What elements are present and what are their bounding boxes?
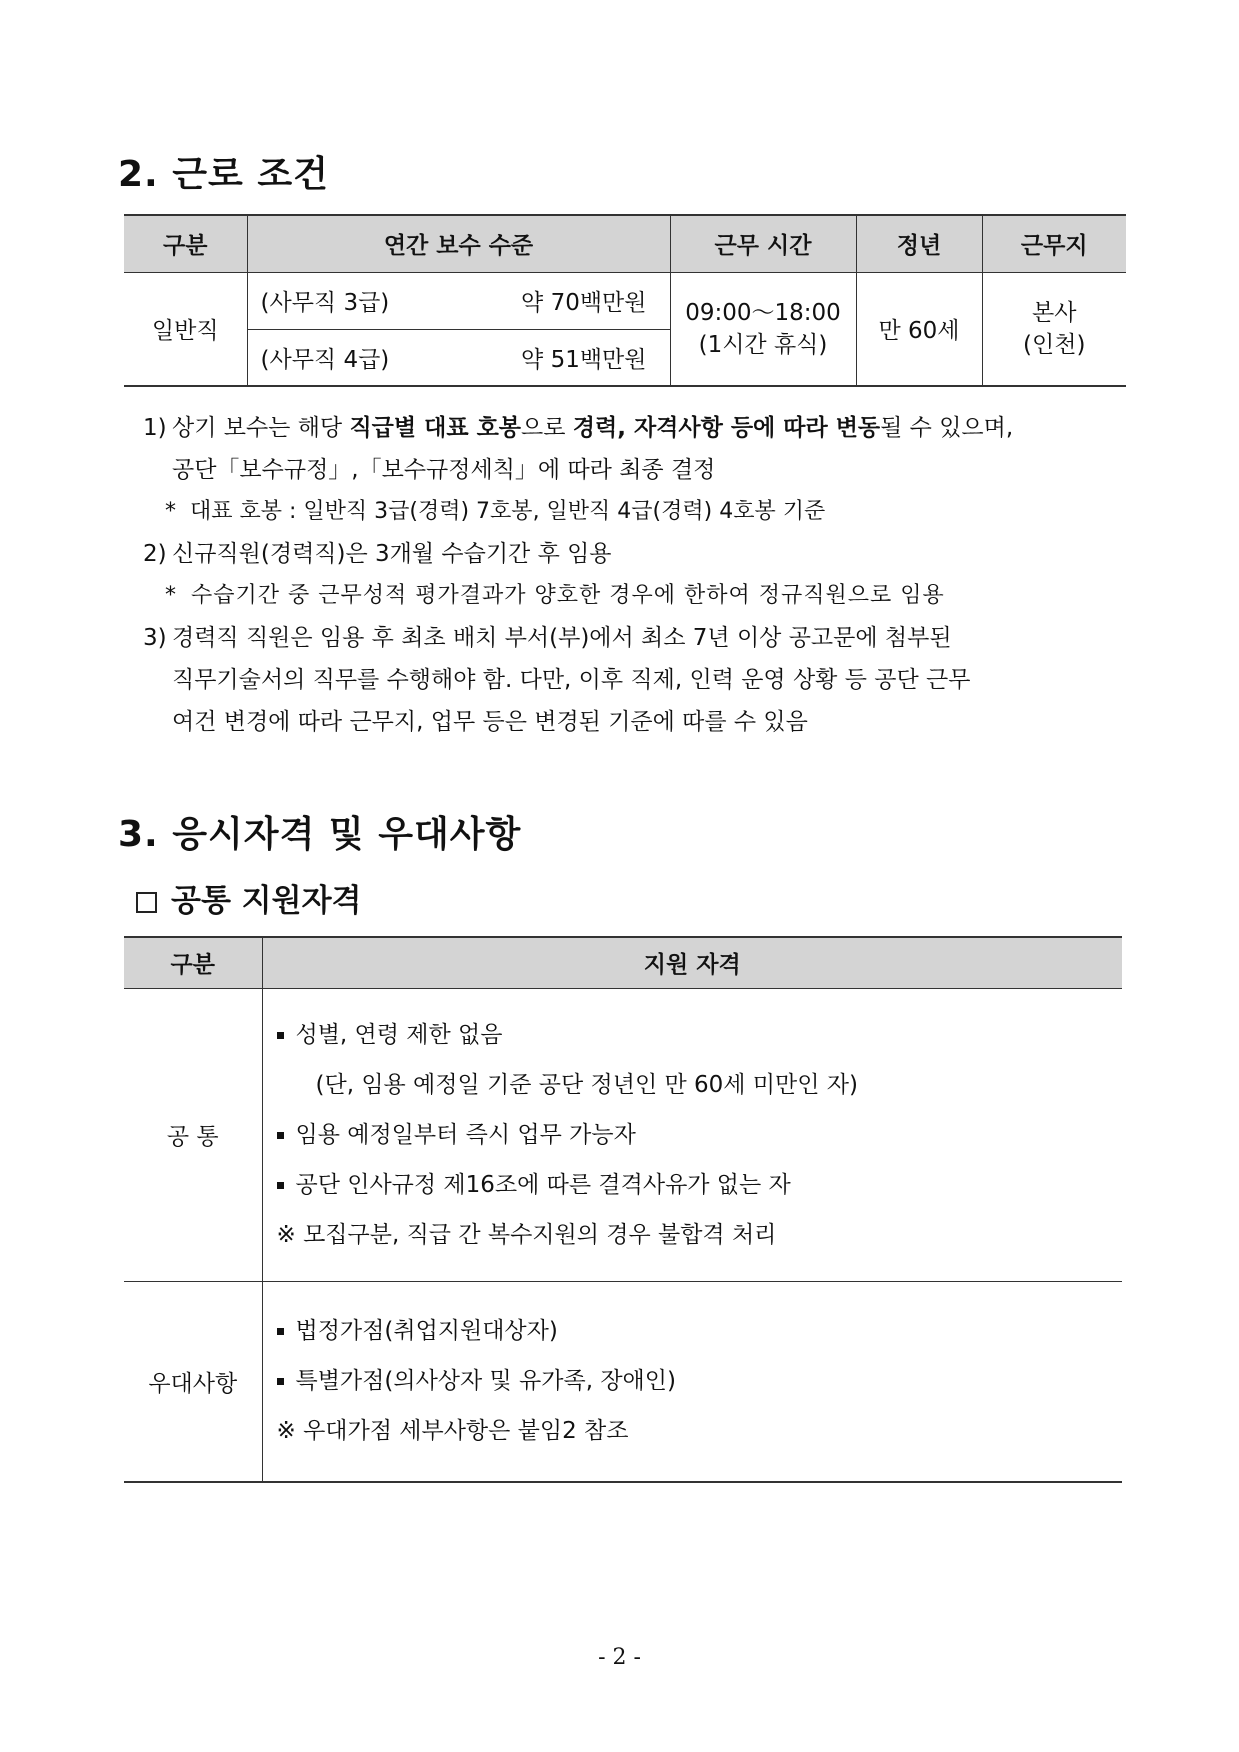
text-run: 상기 보수는 해당 [172, 415, 350, 441]
bullet-icon [277, 1182, 284, 1189]
note-2-sub-text: 수습기간 중 근무성적 평가결과가 양호한 경우에 한하여 정규직원으로 임용 [191, 583, 945, 608]
qual-item-note [277, 1060, 1109, 1110]
pref-text: 특별가점(의사상자 및 유가족, 장애인) [295, 1368, 676, 1395]
category-cell: 일반직 [124, 272, 247, 386]
pref-item [277, 1306, 1109, 1356]
page-number: - 2 - [598, 1645, 641, 1670]
header-qualifications: 지원 자격 [262, 937, 1122, 988]
qual-text: (단, 임용 예정일 기준 공단 정년인 만 60세 미만인 자) [315, 1071, 858, 1098]
text-run: 으로 [521, 415, 573, 441]
location-city: (인천) [1023, 331, 1086, 358]
location-name: 본사 [1032, 299, 1077, 326]
hours-break: (1시간 휴식) [698, 331, 828, 358]
note-3-line-3 [143, 701, 1110, 743]
note-3-text: 경력직 직원은 임용 후 최초 배치 부서(부)에서 최소 7년 이상 공고문에 첨부된 [172, 625, 952, 651]
salary-row-grade4 [247, 329, 670, 386]
header-annual-pay: 연간 보수 수준 [247, 215, 670, 272]
note-1-text-cont: 공단「보수규정」,「보수규정세칙」에 따라 최종 결정 [172, 457, 716, 483]
qual-text: ※ 모집구분, 직급 간 복수지원의 경우 불합격 처리 [276, 1221, 777, 1248]
work-hours-cell [670, 272, 856, 386]
qual-item [277, 1110, 1109, 1160]
header-retirement: 정년 [856, 215, 982, 272]
emphasis-text: 경력, 자격사항 등에 따라 변동 [572, 415, 881, 441]
pref-item [277, 1356, 1109, 1406]
header-work-hours: 근무 시간 [670, 215, 856, 272]
header-category: 구분 [124, 215, 247, 272]
note-1-text [172, 407, 1013, 449]
qualifications-table [124, 936, 1122, 1483]
note-1-sub-text: 대표 호봉 : 일반직 3급(경력) 7호봉, 일반직 4급(경력) 4호봉 기준 [190, 499, 826, 524]
checkbox-square-icon [136, 892, 157, 913]
bullet-icon [277, 1032, 284, 1039]
bullet-icon [277, 1132, 284, 1139]
note-3 [143, 617, 1110, 659]
note-3-line-2 [143, 659, 1110, 701]
section-3-title: 3. 응시자격 및 우대사항 [118, 814, 522, 855]
pref-remark [277, 1406, 1109, 1456]
note-1 [143, 407, 1110, 449]
asterisk: * [165, 499, 176, 524]
bullet-icon [277, 1378, 284, 1385]
common-qualifications-subtitle [136, 875, 361, 920]
location-cell [982, 272, 1126, 386]
pay-value: 약 70백만원 [521, 290, 647, 316]
note-1-sub [143, 491, 1110, 533]
qual-text: 임용 예정일부터 즉시 업무 가능자 [295, 1121, 636, 1148]
note-number: 1) [143, 415, 167, 441]
grade-label: (사무직 3급) [260, 290, 390, 316]
qual-text: 성별, 연령 제한 없음 [295, 1021, 503, 1048]
header-location: 근무지 [982, 215, 1126, 272]
note-2-text: 신규직원(경력직)은 3개월 수습기간 후 임용 [172, 541, 612, 567]
qual-item [277, 1160, 1109, 1210]
common-qualifications [262, 988, 1122, 1281]
qual-item [277, 1010, 1109, 1060]
retirement-cell: 만 60세 [856, 272, 982, 386]
salary-row-grade3 [247, 272, 670, 329]
pref-text: 법정가점(취업지원대상자) [295, 1318, 558, 1345]
note-number: 3) [143, 625, 167, 651]
preference-label: 우대사항 [124, 1281, 262, 1482]
note-1-line-2 [143, 449, 1110, 491]
note-3-text-cont: 여건 변경에 따라 근무지, 업무 등은 변경된 기준에 따를 수 있음 [172, 709, 808, 735]
common-label: 공 통 [124, 988, 262, 1281]
pay-value: 약 51백만원 [521, 346, 647, 373]
work-conditions-table [124, 214, 1126, 387]
note-3-text-cont: 직무기술서의 직무를 수행해야 함. 다만, 이후 직제, 인력 운영 상황 등 공단 근무 [172, 667, 971, 693]
work-conditions-notes [143, 407, 1110, 743]
qual-text: 공단 인사규정 제16조에 따른 결격사유가 없는 자 [295, 1171, 791, 1198]
note-number: 2) [143, 541, 167, 567]
header-category: 구분 [124, 937, 262, 988]
hours-range: 09:00～18:00 [685, 299, 841, 326]
subtitle-text: 공통 지원자격 [171, 883, 362, 919]
preference-items [262, 1281, 1122, 1482]
section-2-title: 2. 근로 조건 [118, 154, 329, 195]
qual-remark [277, 1210, 1109, 1260]
pref-text: ※ 우대가점 세부사항은 붙임2 참조 [276, 1418, 629, 1445]
note-2 [143, 533, 1110, 575]
grade-label: (사무직 4급) [260, 346, 390, 373]
asterisk: * [165, 583, 177, 608]
emphasis-text: 직급별 대표 호봉 [349, 415, 522, 441]
text-run: 될 수 있으며, [880, 415, 1014, 441]
note-2-sub [143, 575, 1110, 617]
bullet-icon [277, 1328, 284, 1335]
